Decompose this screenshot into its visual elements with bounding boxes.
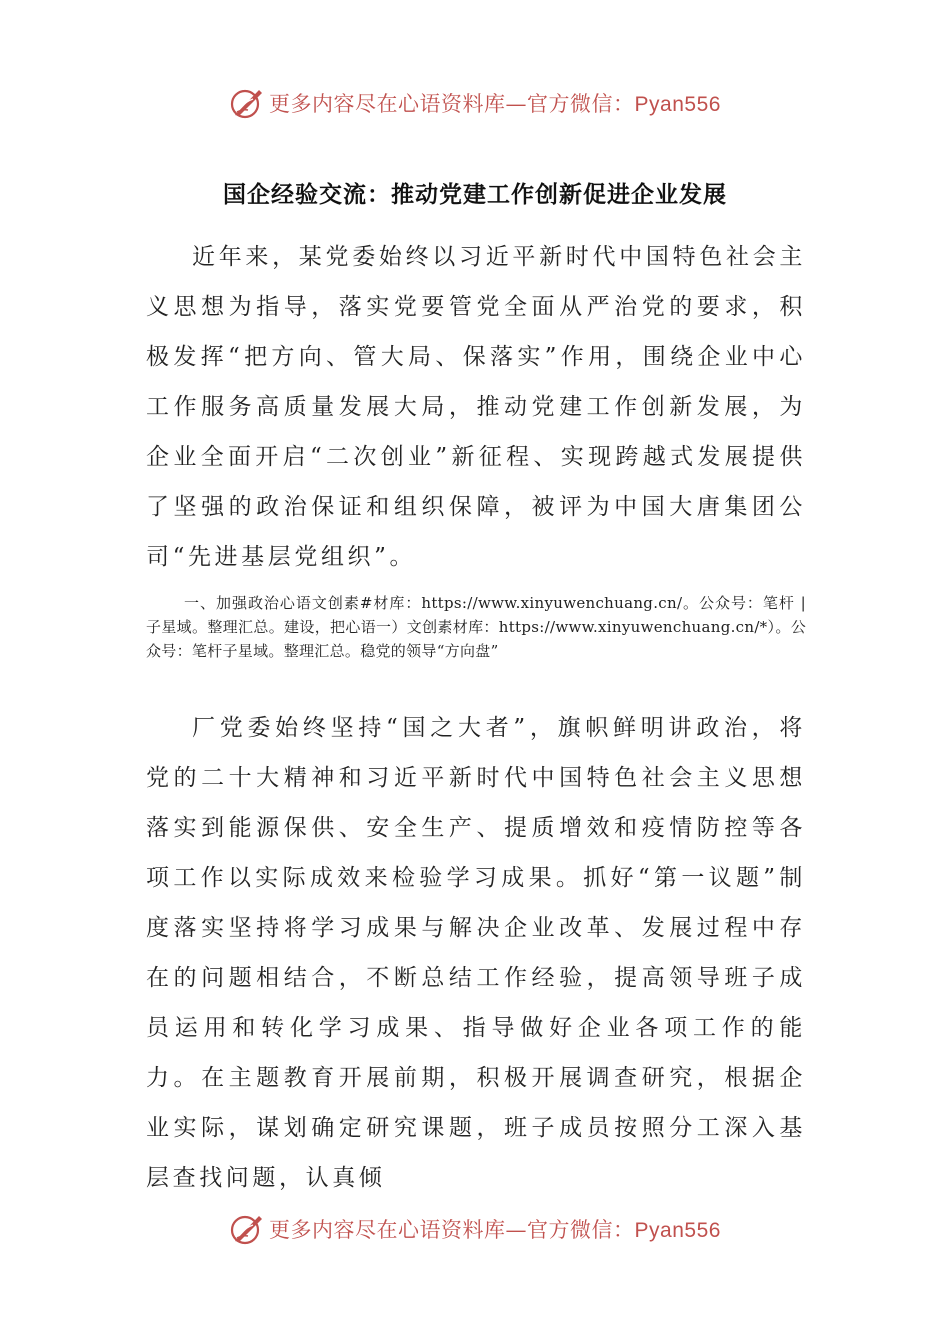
watermark-text: 更多内容尽在心语资料库—官方微信： <box>269 1218 635 1242</box>
document-title: 国企经验交流：推动党建工作创新促进企业发展 <box>223 181 727 208</box>
paragraph-1: 近年来，某党委始终以习近平新时代中国特色社会主义思想为指导，落实党要管党全面从严治党的要求，积极发挥“把方向、管大局、保落实”作用，围绕企业中心工作服务高质量发展大局，推动党建工作创新发展，为企业全面开启“二次创业”新征程、实现跨越式发展提供了坚强的政治保证和组织保障，被评为中国大唐集团公司“先进基层党组织”。 <box>146 244 806 570</box>
watermark-banner-bottom <box>0 1207 950 1251</box>
wechat-id: Pyan556 <box>634 1219 721 1242</box>
quill-pen-logo-icon <box>229 1211 265 1247</box>
paragraph-2: 厂党委始终坚持“国之大者”，旗帜鲜明讲政治，将党的二十大精神和习近平新时代中国特色社会主义思想落实到能源保供、安全生产、提质增效和疫情防控等各项工作以实际成效来检验学习成果。抓好“第一议题”制度落实坚持将学习成果与解决企业改革、发展过程中存在的问题相结合，不断总结工作经验，提高领导班子成员运用和转化学习成果、指导做好企业各项工作的能力。在主题教育开展前期，积极开展调查研究，根据企业实际，谋划确定研究课题，班子成员按照分工深入基层查找问题，认真倾 <box>146 715 806 1191</box>
quill-pen-logo-icon <box>229 85 265 121</box>
section-heading: 一、加强政治心语文创素#材库：https://www.xinyuwenchuang.cn/。公众号：笔杆 | 子星域。整理汇总。建设，把心语一）文创素材库：https://www.xinyuwenchuang.cn/*）。公众号：笔杆子星域。整理汇总。稳党的领导“方向盘” <box>146 594 806 660</box>
wechat-id: Pyan556 <box>634 93 721 116</box>
watermark-banner-top <box>0 81 950 125</box>
watermark-text: 更多内容尽在心语资料库—官方微信： <box>269 92 635 116</box>
